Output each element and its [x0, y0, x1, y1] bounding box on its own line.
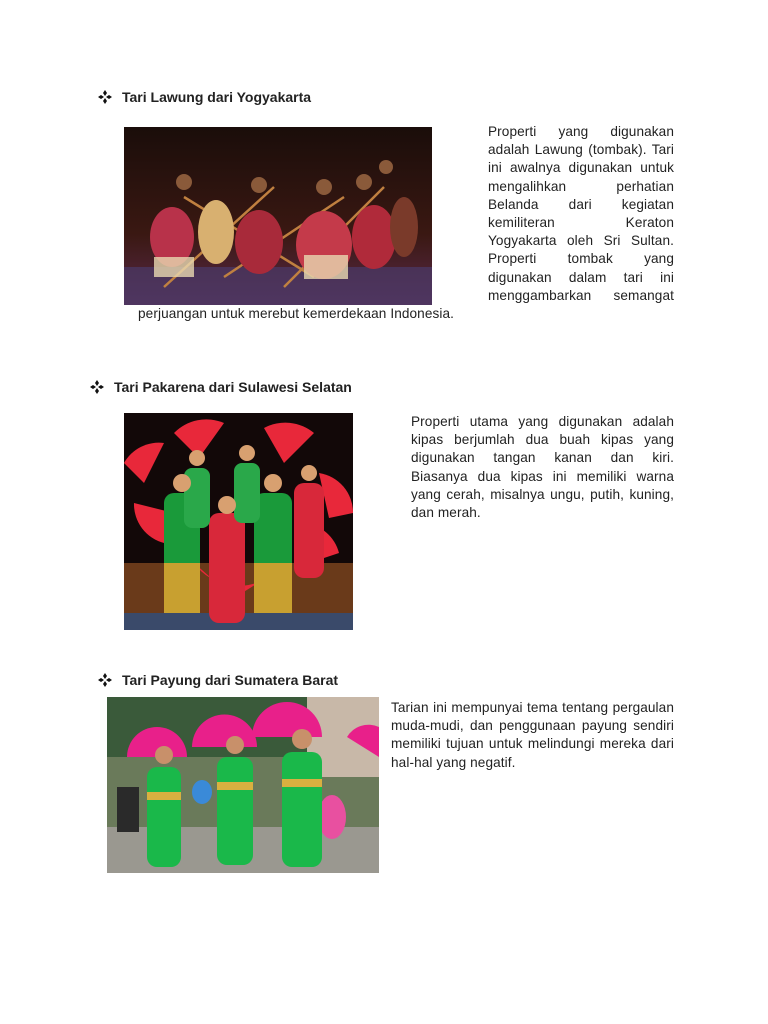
section-paragraph-payung: Tarian ini mempunyai tema tentang pergaulan muda-mudi, dan penggunaan payung sendiri memiliki tujuan untuk melindungi mereka dari hal-hal yang negatif. [391, 700, 674, 770]
four-diamond-bullet-icon [98, 90, 112, 104]
heading-text: Tari Lawung dari Yogyakarta [122, 89, 312, 105]
section-heading-pakarena [90, 378, 352, 396]
four-diamond-bullet-icon [98, 673, 112, 687]
four-diamond-bullet-icon [90, 380, 104, 394]
heading-text: Tari Pakarena dari Sulawesi Selatan [114, 379, 352, 395]
section-heading-lawung [98, 88, 311, 106]
section-paragraph-pakarena: Properti utama yang digunakan adalah kipas berjumlah dua buah kipas yang digunakan tangan kanan dan kiri. Biasanya dua kipas ini memiliki warna yang cerah, misalnya ungu, putih, kuning, dan merah. [411, 414, 674, 521]
payung-dance-photo [107, 697, 379, 873]
section-paragraph-lawung [138, 123, 674, 323]
image-wrap-spacer [138, 123, 488, 305]
heading-text: Tari Payung dari Sumatera Barat [122, 672, 339, 688]
paragraph-text: Properti yang digunakan adalah Lawung (tombak). Tari ini awalnya digunakan untuk mengalihkan perhatian Belanda dari kegiatan kemiliteran Keraton Yogyakarta oleh Sri Sultan. Properti tombak yang digunakan dalam tari ini menggambarkan semangat perjuangan untuk merebut kemerdekaan Indonesia. [138, 124, 674, 322]
section-heading-payung [98, 671, 338, 689]
pakarena-dance-photo [124, 413, 353, 630]
